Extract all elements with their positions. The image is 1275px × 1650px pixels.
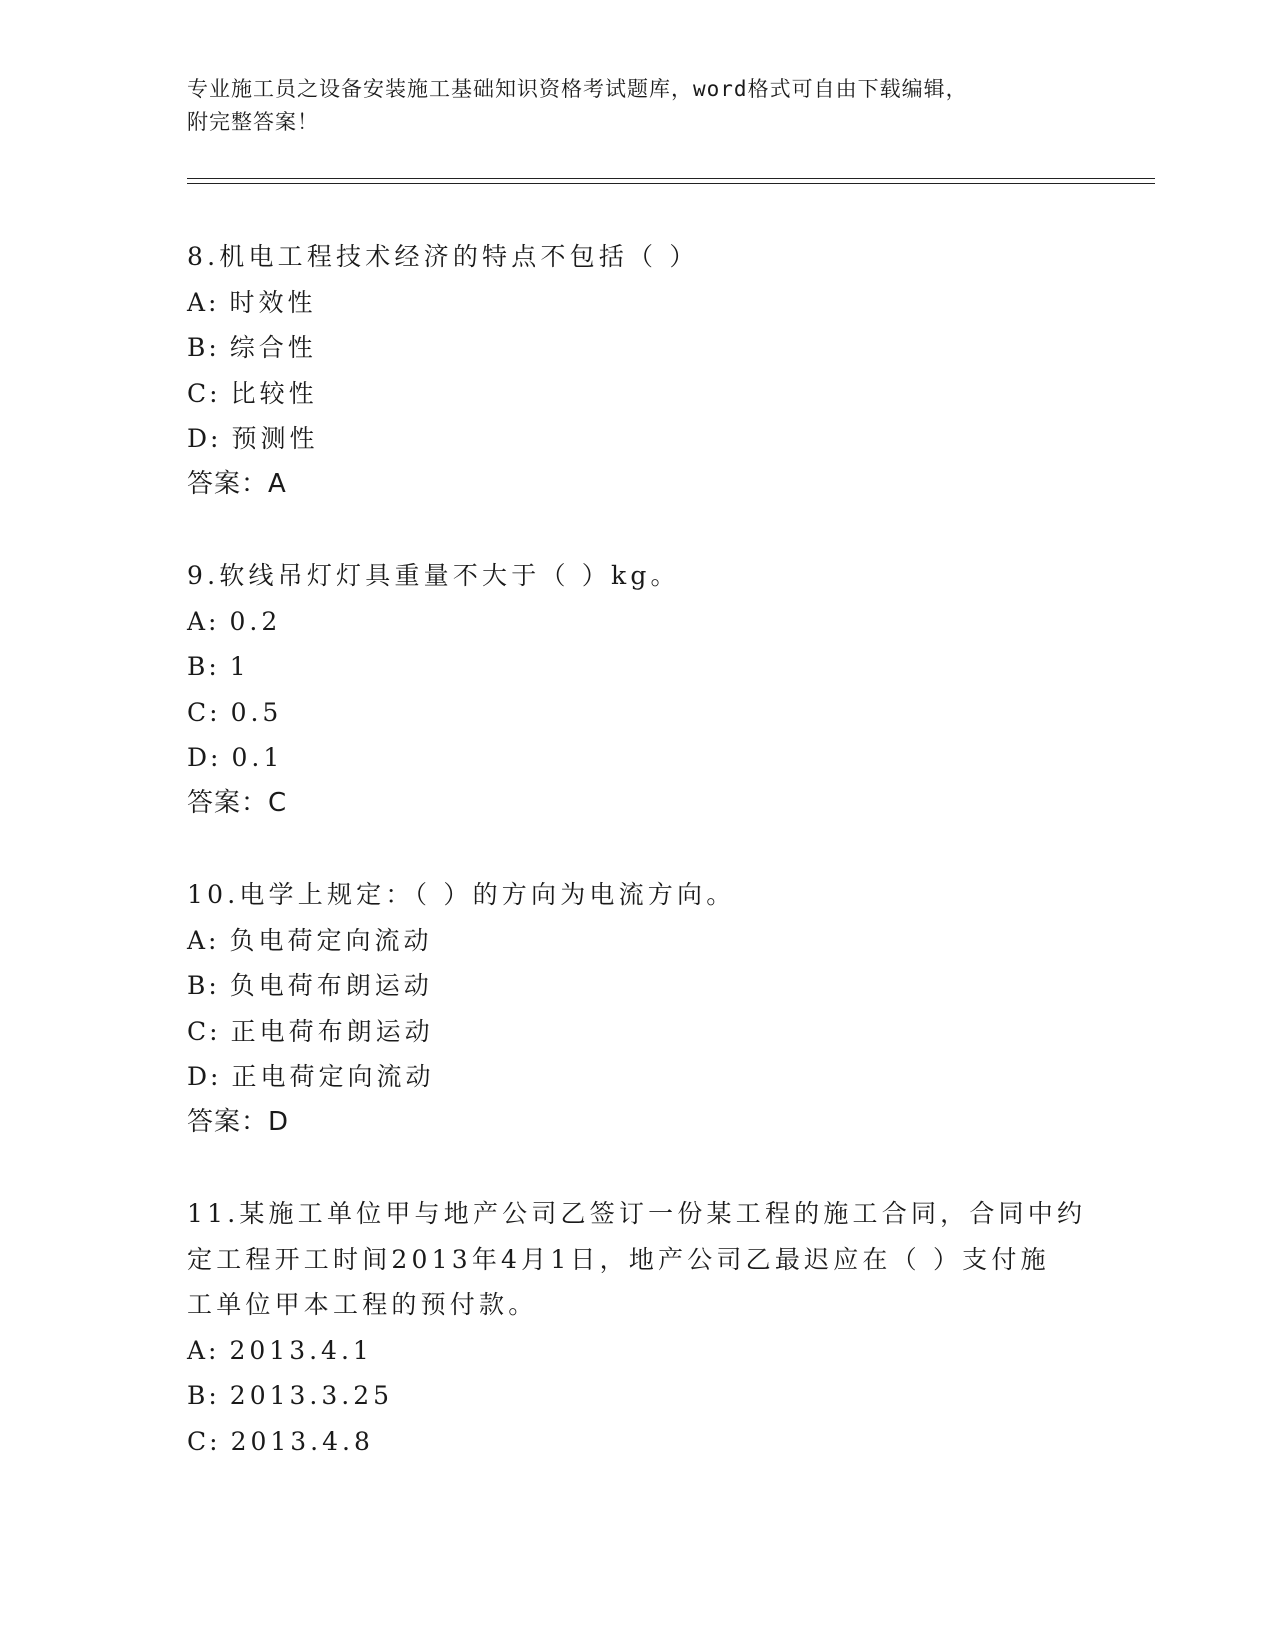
option-text: 0.2 [229, 606, 282, 636]
option-label: C: [187, 1016, 221, 1046]
answer-option [187, 416, 1087, 462]
header-divider-top [187, 178, 1155, 179]
answer-option [187, 918, 1087, 964]
question-stem-line: 工单位甲本工程的预付款。 [187, 1290, 538, 1319]
option-label: C: [187, 697, 221, 727]
answer-option [187, 1328, 1087, 1374]
question-stem [187, 553, 1087, 599]
question-block [187, 872, 1087, 1145]
answer-option [187, 644, 1087, 690]
answer-option [187, 599, 1087, 645]
option-text: 比较性 [230, 378, 318, 408]
answer-option [187, 280, 1087, 326]
question-stem [187, 872, 1087, 918]
option-text: 1 [229, 652, 250, 681]
answer-option [187, 690, 1087, 736]
option-label: B: [187, 333, 220, 362]
option-label: C: [187, 378, 221, 408]
option-label: B: [187, 652, 220, 681]
answer-option [187, 1009, 1087, 1055]
option-text: 2013.3.25 [229, 1381, 394, 1410]
option-text: 0.1 [231, 743, 284, 772]
question-stem-line: 定工程开工时间2013年4月1日，地产公司乙最迟应在（ ）支付施 [187, 1244, 1050, 1274]
option-label: A: [187, 1335, 220, 1365]
option-text: 综合性 [229, 333, 317, 362]
question-block [187, 553, 1087, 826]
answer-option [187, 1419, 1087, 1465]
question-stem-line: 10.电学上规定：（ ）的方向为电流方向。 [187, 880, 736, 909]
option-text: 预测性 [231, 424, 319, 453]
header-divider-bottom [187, 183, 1155, 184]
question-stem-line: 9.软线吊灯灯具重量不大于（ ）kg。 [187, 561, 680, 590]
option-text: 负电荷布朗运动 [229, 971, 433, 1000]
option-label: B: [187, 1381, 220, 1410]
option-text: 正电荷定向流动 [231, 1062, 435, 1091]
option-text: 2013.4.1 [229, 1335, 373, 1365]
answer-option [187, 1054, 1087, 1100]
option-text: 负电荷定向流动 [229, 925, 433, 955]
option-text: 2013.4.8 [230, 1426, 374, 1456]
answer-option [187, 735, 1087, 781]
header-line-1: 专业施工员之设备安装施工基础知识资格考试题库，word格式可自由下载编辑， [187, 77, 968, 101]
question-stem-line: 8.机电工程技术经济的特点不包括（ ） [187, 242, 699, 271]
question-stem [187, 1191, 1087, 1328]
option-label: D: [187, 424, 222, 453]
answer-option [187, 325, 1087, 371]
option-label: A: [187, 606, 220, 636]
option-label: B: [187, 971, 220, 1000]
option-text: 正电荷布朗运动 [230, 1016, 434, 1046]
option-text: 时效性 [229, 287, 317, 317]
answer-key: 答案：A [187, 468, 287, 499]
answer-option [187, 371, 1087, 417]
question-stem [187, 234, 1087, 280]
option-label: D: [187, 1062, 222, 1091]
option-label: C: [187, 1426, 221, 1456]
answer-key: 答案：D [187, 1106, 290, 1137]
answer-key: 答案：C [187, 787, 288, 818]
document-header [187, 73, 1087, 139]
option-label: D: [187, 743, 222, 772]
option-text: 0.5 [230, 697, 283, 727]
option-label: A: [187, 925, 220, 955]
question-list [187, 234, 1087, 1510]
answer-option [187, 1373, 1087, 1419]
question-block [187, 1191, 1087, 1464]
header-line-2: 附完整答案！ [187, 110, 319, 134]
option-label: A: [187, 287, 220, 317]
question-block [187, 234, 1087, 507]
question-stem-line: 11.某施工单位甲与地产公司乙签订一份某工程的施工合同，合同中约 [187, 1199, 1087, 1228]
answer-option [187, 963, 1087, 1009]
